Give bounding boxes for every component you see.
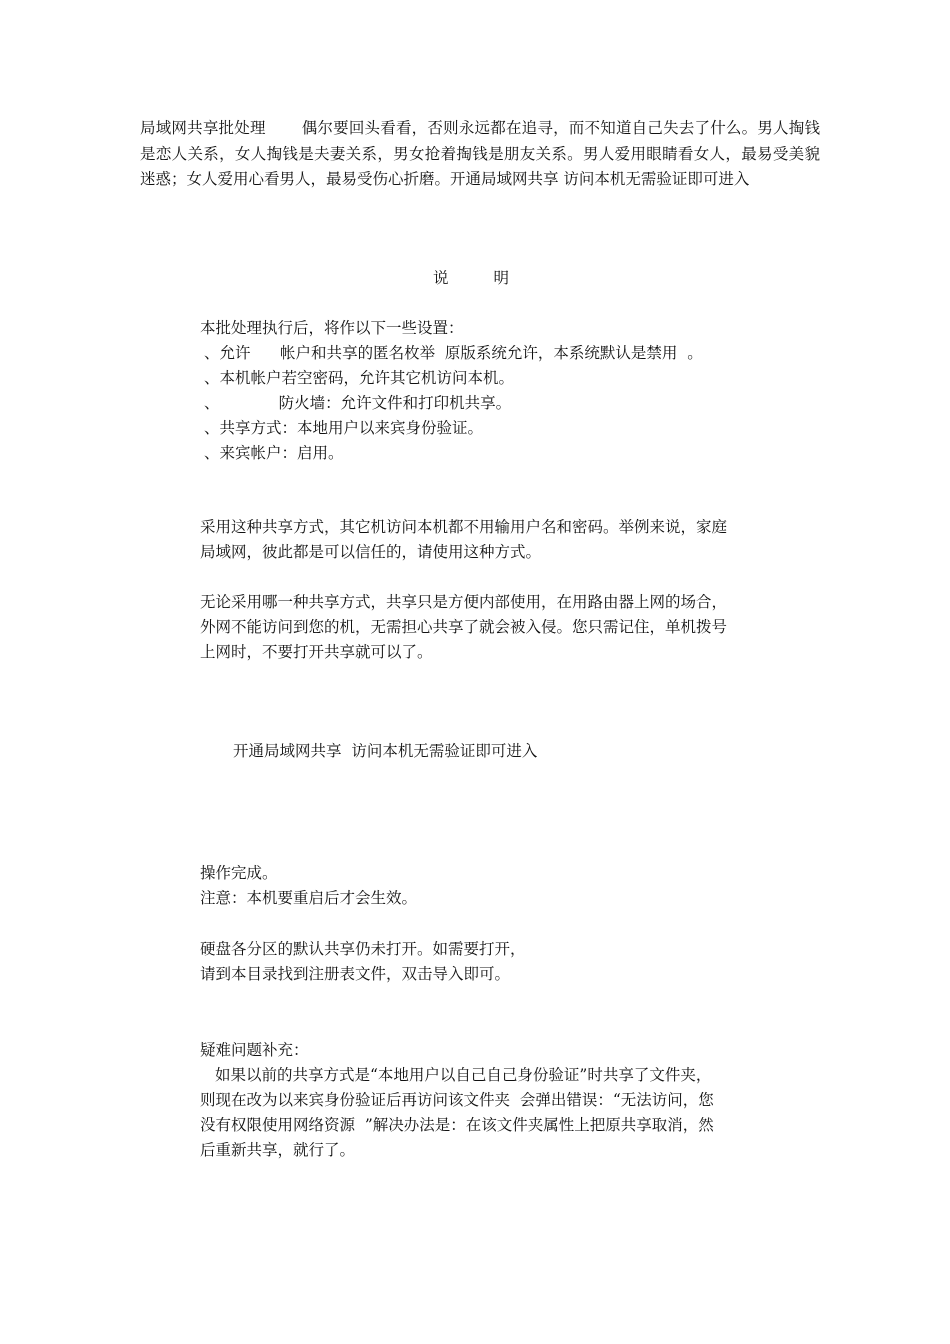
mid-title: 开通局域网共享 访问本机无需验证即可进入 — [233, 742, 538, 760]
intro-paragraph — [140, 116, 820, 193]
paragraph-line: 没有权限使用网络资源 ”解决办法是：在该文件夹属性上把原共享取消，然 — [200, 1116, 714, 1134]
paragraph-line: 硬盘各分区的默认共享仍未打开。如需要打开， — [200, 940, 526, 958]
settings-item: 、本机帐户若空密码，允许其它机访问本机。 — [204, 369, 515, 387]
settings-lead: 本批处理执行后，将作以下一些设置： — [200, 319, 464, 337]
share-method-paragraph — [200, 515, 800, 565]
heading-left-char: 说 — [433, 269, 449, 287]
settings-item: 、来宾帐户：启用。 — [204, 444, 344, 462]
paragraph-line: 采用这种共享方式，其它机访问本机都不用输用户名和密码。举例来说，家庭 — [200, 518, 728, 536]
disk-share-note — [200, 937, 800, 987]
paragraph-line: 无论采用哪一种共享方式，共享只是方便内部使用，在用路由器上网的场合， — [200, 593, 728, 611]
settings-item: 、 防火墙：允许文件和打印机共享。 — [204, 394, 512, 412]
paragraph-line: 则现在改为以来宾身份验证后再访问该文件夹 会弹出错误：“无法访问，您 — [200, 1091, 714, 1109]
intro-text: 偶尔要回头看看，否则永远都在追寻，而不知道自己失去了什么。男人掏钱是恋人关系，女人掏钱是夫妻关系，男女抢着掏钱是朋友关系。男人爱用眼睛看女人，最易受美貌迷惑；女人爱用心看男人，最易受伤心折磨。开通局域网共享 访问本机无需验证即可进入 — [140, 119, 820, 188]
paragraph-line: 上网时，不要打开共享就可以了。 — [200, 643, 433, 661]
paragraph-line: 注意：本机要重启后才会生效。 — [200, 889, 418, 907]
paragraph-line: 操作完成。 — [200, 864, 278, 882]
security-paragraph — [200, 590, 800, 665]
paragraph-line: 局域网，彼此都是可以信任的，请使用这种方式。 — [200, 543, 542, 561]
settings-item: 、允许 帐户和共享的匿名枚举 原版系统允许，本系统默认是禁用 。 — [204, 344, 703, 362]
section-heading — [433, 266, 509, 290]
paragraph-line: 后重新共享，就行了。 — [200, 1141, 356, 1159]
document-title: 局域网共享批处理 — [140, 119, 266, 137]
heading-right-char: 明 — [493, 269, 510, 287]
settings-item: 、共享方式：本地用户以来宾身份验证。 — [204, 419, 484, 437]
completion-notice — [200, 861, 800, 911]
troubleshooting-section — [200, 1038, 800, 1163]
troubleshooting-title: 疑难问题补充： — [200, 1041, 309, 1059]
paragraph-line: 请到本目录找到注册表文件，双击导入即可。 — [200, 965, 511, 983]
paragraph-line: 如果以前的共享方式是“本地用户以自己自己身份验证”时共享了文件夹， — [215, 1066, 712, 1084]
paragraph-line: 外网不能访问到您的机，无需担心共享了就会被入侵。您只需记住，单机拨号 — [200, 618, 728, 636]
settings-list — [200, 316, 800, 466]
